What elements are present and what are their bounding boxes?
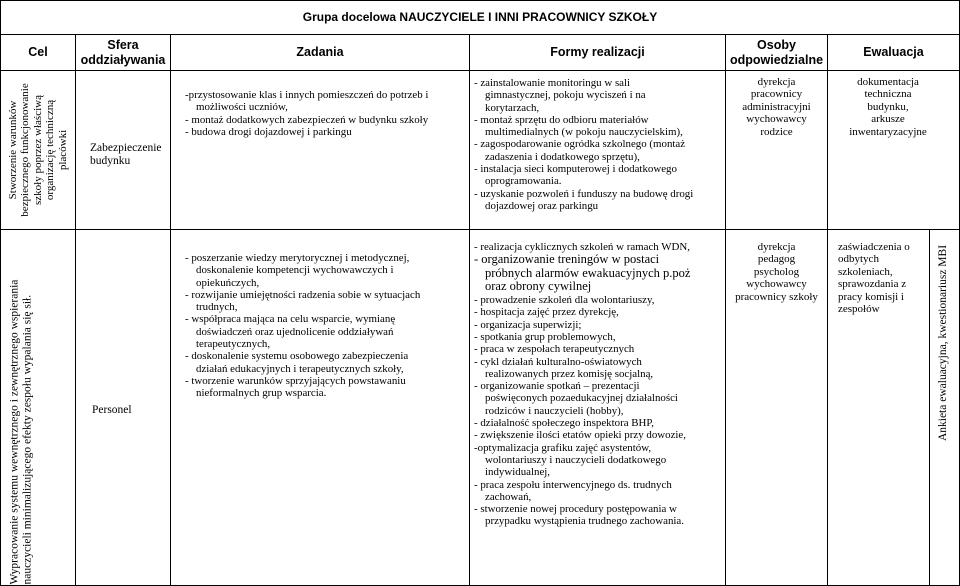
row2-cel-cell [1,230,75,585]
row2-sfera [92,404,170,417]
row1-sfera [90,142,170,168]
header-sfera-line1: Sfera [107,38,139,53]
header-ewaluacja: Ewaluacja [863,45,924,60]
row2-osoby-line: wychowawcy [746,278,807,291]
row2-osoby-line: pracownicy szkoły [735,290,818,303]
row2-formy-line: indywidualnej, [485,466,551,479]
row2-formy-line: - stworzenie nowej procedury postępowania w [474,503,677,516]
row1-formy [474,77,724,212]
row1-ewaluacja [828,76,948,138]
row2-side-note-cell [930,230,959,585]
row2-formy-line: - realizacja cyklicznych szkoleń w ramach WDN, [474,241,690,253]
row1-formy-line: multimedialnych (w pokoju nauczycielskim), [485,126,683,139]
table-title: Grupa docelowa NAUCZYCIELE I INNI PRACOWNICY SZKOŁY [302,9,658,24]
row1-cel-line: bezpiecznego funkcjonowanie [19,83,32,217]
row2-formy-line: - cykl działań kulturalno-oświatowych [474,355,642,368]
row2-formy-line: - praca w zespołach terapeutycznych [474,343,635,356]
row2-formy-line: - działalność społeczego inspektora BHP, [474,417,654,430]
row1-ewaluacja-line: inwentaryzacyjne [849,125,927,138]
row1-zadania-line: - budowa drogi dojazdowej i parkingu [185,125,352,138]
header-osoby-line2: odpowiedzialne [729,52,824,67]
row1-cel-line: szkoły poprzez właściwą [31,95,44,205]
row2-osoby-line: pedagog [757,253,796,266]
row1-formy-line: gimnastycznej, pokoju wyciszeń i na [485,89,646,102]
row1-formy-line: zadaszenia i dodatkowego sprzętu), [485,150,640,163]
row2-formy-line: - zwiększenie ilości etatów opieki przy dowozie, [474,429,686,442]
row1-zadania-line: możliwości uczniów, [196,101,288,114]
row1-osoby-line: rodzice [760,125,793,138]
row1-cel-line: organizację techniczną [44,99,57,201]
row2-osoby-line: psycholog [753,265,800,278]
row1-formy-line: - uzyskanie pozwoleń i funduszy na budowę drogi [474,187,694,200]
row1-osoby-line: wychowawcy [746,113,807,126]
row1-formy-line: - montaż sprzętu do odbioru materiałów [474,113,649,126]
row2-zadania-line: - tworzenie warunków sprzyjających powstawaniu [185,374,406,387]
row2-osoby-line: dyrekcja [757,241,796,253]
row2-zadania-line: - współpraca mająca na celu wsparcie, wymianę [185,313,396,326]
row1-formy-line: dojazdowej oraz parkingu [485,199,599,212]
row2-ewaluacja-line: szkoleniach, [838,265,893,278]
row1-osoby-line: dyrekcja [757,76,796,88]
row1-cel-text [1,72,75,228]
row1-formy-line: - instalacja sieci komputerowej i dodatkowego [474,163,677,176]
row1-formy-line: korytarzach, [485,101,540,114]
row2-cel-line: nauczycieli minimalizującego efekty zespołu wypalania się sił. [21,294,34,585]
row2-formy-line: - organizacja superwizji; [474,318,582,331]
row1-formy-line: oprogramowania. [485,175,562,188]
row2-formy-line: - spotkania grup problemowych, [474,330,616,343]
row1-osoby-line: administracyjni [742,100,811,113]
row2-formy-line: oraz obrony cywilnej [485,279,592,294]
header-cel: Cel [28,45,48,60]
row1-zadania [185,89,469,138]
row2-side-note: Ankieta ewaluacyjna, kwestionariusz MBI [937,244,950,442]
row2-zadania-line: opiekuńczych, [196,276,260,289]
row2-sfera-line: Personel [92,404,132,416]
row2-ewaluacja [838,241,928,315]
row1-formy-line: - zagospodarowanie ogródka szkolnego (montaż [474,138,686,151]
row2-formy-line: poświęconych pozaedukacyjnej działalności [485,392,678,405]
row1-zadania-line: -przystosowanie klas i innych pomieszczeń do potrzeb i [185,89,429,101]
row2-ewaluacja-line: zespołów [838,303,880,316]
row2-formy-line: realizowanych przez komisję socjalną, [485,367,654,380]
header-sfera-line2: oddziaływania [80,52,166,67]
row2-osoby [726,241,827,303]
header-zadania: Zadania [296,45,344,60]
row1-zadania-line: - montaż dodatkowych zabezpieczeń w budynku szkoły [185,113,429,126]
row2-formy-line: - hospitacja zajęć przez dyrekcję, [474,306,619,319]
row2-formy-line: - prowadzenie szkoleń dla wolontariuszy, [474,294,655,307]
row2-zadania-line: działań edukacyjnych i terapeutycznych szkoły, [196,362,404,375]
row2-formy-line: - organizowanie treningów w postaci [474,252,660,267]
row1-sfera-line: budynku [90,155,131,167]
row2-zadania-line: trudnych, [196,301,238,314]
row2-ewaluacja-line: odbytych [838,253,879,266]
row1-cel-line: placówki [56,129,69,171]
row2-zadania-line: terapeutycznych, [196,338,271,351]
header-sfera [76,35,170,70]
row2-ewaluacja-line: zaświadczenia o [838,241,910,253]
row1-cel-line: Stworzenie warunków [6,100,19,200]
row2-zadania-line: - poszerzanie wiedzy merytorycznej i metodycznej, [185,252,410,264]
row1-cel-cell [1,71,75,229]
row2-zadania-line: doskonalenie kompetencji wychowawczych i [196,264,394,277]
header-osoby-line1: Osoby [757,38,796,53]
header-formy: Formy realizacji [550,45,645,60]
row2-formy-line: -optymalizacja grafiku zajęć asystentów, [474,441,652,454]
row2-formy [474,241,726,528]
row2-cel-line: Wypracowanie systemu wewnętrznego i zewnętrznego wspierania [8,279,21,585]
row2-formy-line: wolontariuszy i nauczycieli dodatkowego [485,453,667,466]
row1-formy-line: - zainstalowanie monitoringu w sali [474,77,631,89]
row1-osoby [726,76,827,138]
row1-ewaluacja-line: budynku, [867,100,909,113]
row2-formy-line: rodziców i nauczycieli (hobby), [485,404,624,417]
row2-formy-line: zachowań, [485,490,532,503]
row1-ewaluacja-line: dokumentacja [857,76,919,88]
row1-ewaluacja-line: arkusze [871,113,905,126]
row2-ewaluacja-line: pracy komisji i [838,290,904,303]
row2-zadania-line: - doskonalenie systemu osobowego zabezpieczenia [185,350,409,363]
row2-zadania-line: - rozwijanie umiejętności radzenia sobie w sytuacjach [185,288,421,301]
row2-formy-line: przypadku wystąpienia trudnego zachowania. [485,515,684,528]
row1-ewaluacja-line: techniczna [864,88,912,101]
row2-ewaluacja-line: sprawozdania z [838,278,907,291]
row1-osoby-line: pracownicy [750,88,803,101]
row2-zadania-line: nieformalnych grup wsparcia. [196,387,327,400]
row2-cel-text [2,230,42,585]
row2-formy-line: próbnych alarmów ewakuacyjnych p.poż [485,265,691,280]
row2-formy-line: - organizowanie spotkań – prezentacji [474,380,640,393]
row2-zadania [185,252,469,400]
row2-zadania-line: doświadczeń oraz ujednolicenie oddziaływań [196,325,394,338]
row2-formy-line: - praca zespołu interwencyjnego ds. trudnych [474,478,672,491]
header-osoby [726,35,827,70]
row1-sfera-line: Zabezpieczenie [90,142,162,154]
